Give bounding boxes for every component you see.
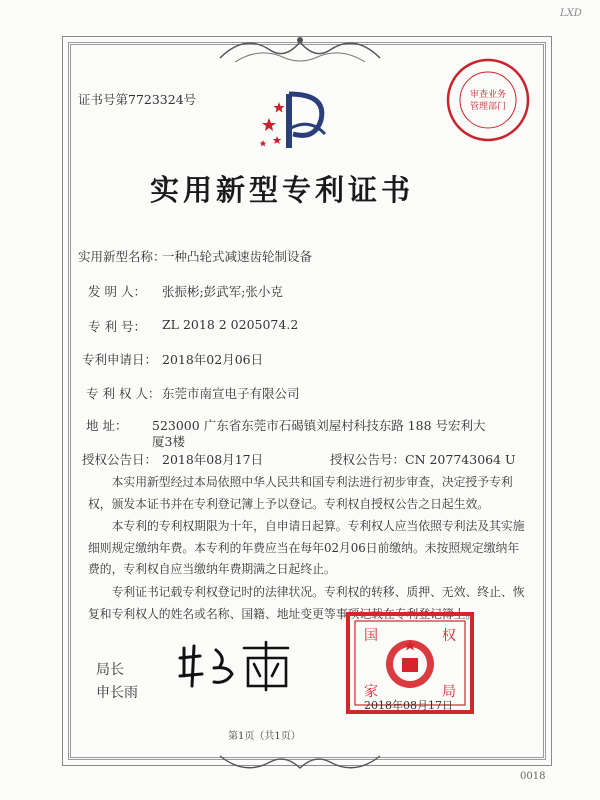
field-value-address-line2: 厦3楼 — [152, 434, 185, 449]
field-label-filing-date: 专利申请日： — [82, 352, 158, 367]
seal-date: 2018年08月17日 — [364, 699, 453, 712]
field-label-inventor: 发 明 人： — [88, 284, 146, 299]
field-value-patentee: 东莞市南宣电子有限公司 — [162, 386, 300, 401]
svg-text:家: 家 — [364, 684, 378, 700]
field-label-address: 地 址： — [86, 418, 128, 433]
field-value-announce-date: 2018年08月17日 — [162, 452, 264, 467]
field-value-patent-no: ZL 2018 2 0205074.2 — [162, 317, 299, 332]
top-ornament — [215, 28, 385, 68]
bottom-ornament — [215, 748, 385, 778]
announce-number: 授权公告号：CN 207743064 U — [330, 452, 516, 467]
certificate-number: 证书号第7723324号 — [78, 92, 197, 107]
sipo-logo — [255, 88, 335, 160]
field-label-announce-date: 授权公告日： — [82, 452, 158, 467]
field-label-patent-no: 专 利 号： — [88, 319, 146, 334]
review-stamp — [444, 56, 532, 144]
paragraph-term: 本专利的专利权期限为十年，自申请日起算。专利权人应当依照专利法及其实施细则规定缴纳年费。本专利的年费应当在每年02月06日前缴纳。未按照规定缴纳年费的，专利权自应当缴纳年费期满之日起终止。 — [88, 519, 525, 576]
field-label-name: 实用新型名称： — [78, 249, 166, 264]
director-title: 局长 — [96, 662, 124, 678]
svg-text:审查业务: 审查业务 — [469, 90, 507, 100]
handwritten-signature — [170, 636, 300, 696]
corner-mark: LXD — [560, 8, 582, 19]
field-label-patentee: 专 利 权 人： — [86, 386, 161, 401]
certificate-title: 实用新型专利证书 — [150, 173, 415, 207]
svg-text:权: 权 — [442, 628, 456, 644]
director-name: 申长雨 — [96, 685, 138, 701]
bottom-number: 0018 — [520, 771, 546, 782]
paragraph-status: 专利证书记载专利权登记时的法律状况。专利权的转移、质押、无效、终止、恢复和专利权人的姓名或名称、国籍、地址变更等事项记载在专利登记簿上。 — [88, 585, 525, 621]
field-value-filing-date: 2018年02月06日 — [162, 352, 264, 367]
paragraph-grant: 本实用新型经过本局依照中华人民共和国专利法进行初步审查，决定授予专利权，颁发本证书并在专利登记簿上予以登记。专利权自授权公告之日起生效。 — [88, 475, 513, 511]
page-footer: 第1页（共1页） — [228, 731, 301, 742]
svg-text:局: 局 — [442, 684, 456, 700]
svg-text:管理部门: 管理部门 — [469, 102, 507, 112]
svg-text:国: 国 — [364, 628, 378, 644]
field-value-name: 一种凸轮式减速齿轮制设备 — [162, 249, 313, 264]
field-value-address: 523000 广东省东莞市石碣镇刘屋村科技东路 188 号宏利大 — [152, 418, 486, 433]
field-value-inventor: 张振彬;彭武军;张小克 — [162, 284, 283, 299]
